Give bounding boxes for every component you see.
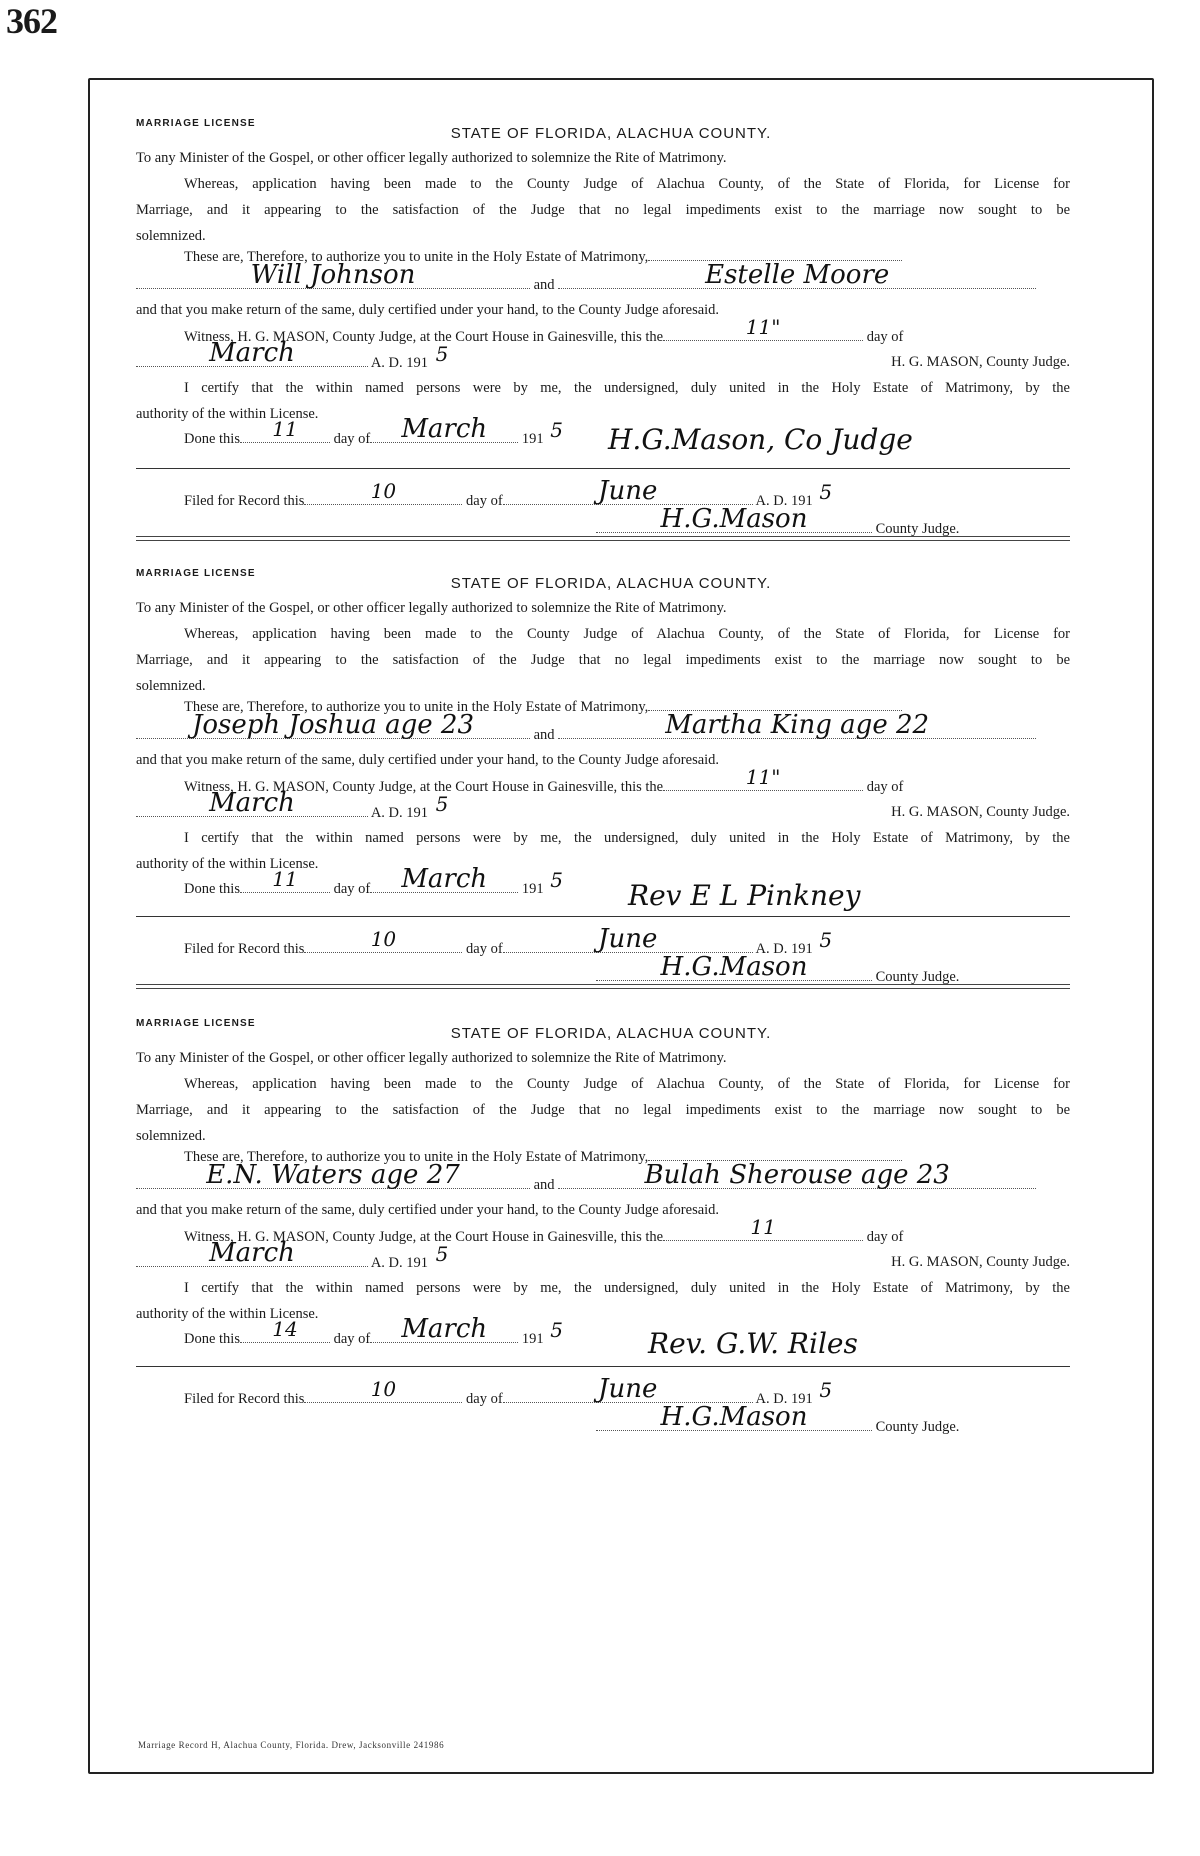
signature-rule [136,1366,1070,1367]
state-heading: STATE OF FLORIDA, ALACHUA COUNTY. [450,575,772,592]
address-line: To any Minister of the Gospel, or other officer legally authorized to solemnize the Rite of Matrimony. [136,600,727,616]
parties-line [136,1160,1070,1199]
year-prefix: 191 [521,1331,544,1347]
filed-day: 10 [370,479,397,503]
day-of-label: day of [866,329,904,345]
whereas-line-3: solemnized. [136,678,206,694]
certify-line-2: authority of the within License. [136,1306,319,1322]
ad-label: A. D. 191 [370,1255,429,1271]
certify-line-1: I certify that the within named persons were by me, the undersigned, duly united in the Holy Estate of Matrimony, by the [184,380,1070,396]
done-month: March [401,1314,488,1344]
day-of-label: day of [866,779,904,795]
groom-name: E.N. Waters age 27 [206,1160,460,1190]
state-heading: STATE OF FLORIDA, ALACHUA COUNTY. [450,1025,772,1042]
filed-month: June [598,1374,658,1404]
license-title: MARRIAGE LICENSE [136,568,256,579]
whereas-line-1: Whereas, application having been made to the County Judge of Alachua County, of the State of Florida, for License for [184,1076,1070,1092]
done-day: 11 [272,417,298,441]
done-line [184,864,1070,903]
witness-date-line [136,338,1070,377]
license-title: MARRIAGE LICENSE [136,118,256,129]
address-line: To any Minister of the Gospel, or other officer legally authorized to solemnize the Rite of Matrimony. [136,150,727,166]
day-of-label: day of [866,1229,904,1245]
county-judge-label: County Judge. [875,521,960,537]
signature-rule [136,468,1070,469]
marriage-license-3 [136,1010,1070,1540]
filed-year: 5 [819,480,833,504]
filed-month: June [598,476,658,506]
done-line [184,1314,1070,1353]
day-of-label: day of [333,881,371,897]
therefore-text: These are, Therefore, to authorize you to unite in the Holy Estate of Matrimony, [184,699,649,715]
ad-label: A. D. 191 [755,1391,813,1407]
done-year: 5 [550,1318,563,1342]
witness-year: 5 [435,1242,449,1266]
county-judge-label: County Judge. [875,1419,960,1435]
judge-signature-label: H. G. MASON, County Judge. [891,1254,1070,1270]
officiant-signature: Rev. G.W. Riles [648,1327,858,1360]
groom-name: Will Johnson [250,260,416,290]
whereas-line-3: solemnized. [136,1128,206,1144]
bride-name: Estelle Moore [705,260,890,290]
witness-month: March [209,338,295,368]
done-day: 11 [272,867,298,891]
state-heading: STATE OF FLORIDA, ALACHUA COUNTY. [450,125,772,142]
address-line: To any Minister of the Gospel, or other officer legally authorized to solemnize the Rite of Matrimony. [136,1050,727,1066]
return-line: and that you make return of the same, duly certified under your hand, to the County Judge aforesaid. [136,1202,720,1218]
witness-month: March [209,788,295,818]
filed-by-line [596,1402,1070,1441]
and-label: and [533,277,555,293]
parties-line [136,710,1070,749]
day-of-label: day of [466,941,503,957]
license-title: MARRIAGE LICENSE [136,1018,256,1029]
return-line: and that you make return of the same, duly certified under your hand, to the County Judge aforesaid. [136,752,720,768]
whereas-line-2: Marriage, and it appearing to the satisfaction of the Judge that no legal impediments exist to the marriage now sought to be [136,652,1070,668]
whereas-line-1: Whereas, application having been made to the County Judge of Alachua County, of the State of Florida, for License for [184,626,1070,642]
parties-line [136,260,1070,299]
section-divider [136,536,1070,541]
ad-label: A. D. 191 [755,941,813,957]
done-month: March [401,414,488,444]
witness-day: 11" [745,765,781,789]
done-this-label: Done this [184,1331,240,1347]
done-year: 5 [550,418,563,442]
witness-month: March [209,1238,295,1268]
judge-signature-label: H. G. MASON, County Judge. [891,804,1070,820]
judge-signature-label: H. G. MASON, County Judge. [891,354,1070,370]
filed-year: 5 [819,928,833,952]
certify-line-1: I certify that the within named persons were by me, the undersigned, duly united in the Holy Estate of Matrimony, by the [184,830,1070,846]
bride-name: Martha King age 22 [665,710,930,740]
filed-day: 10 [370,927,397,951]
filed-day: 10 [370,1377,397,1401]
county-judge-label: County Judge. [875,969,960,985]
witness-text: Witness, H. G. MASON, County Judge, at the Court House in Gainesville, this the [184,779,664,795]
filed-label: Filed for Record this [184,493,305,509]
witness-date-line [136,1238,1070,1277]
done-day: 14 [272,1317,298,1341]
return-line: and that you make return of the same, duly certified under your hand, to the County Judge aforesaid. [136,302,720,318]
section-divider [136,984,1070,989]
signature-rule [136,916,1070,917]
officiant-signature: Rev E L Pinkney [628,879,861,912]
day-of-label: day of [466,1391,503,1407]
ad-label: A. D. 191 [755,493,813,509]
witness-date-line [136,788,1070,827]
day-of-label: day of [333,431,371,447]
footer-imprint: Marriage Record H, Alachua County, Florida. Drew, Jacksonville 241986 [138,1740,445,1750]
ad-label: A. D. 191 [370,355,429,371]
done-this-label: Done this [184,431,240,447]
day-of-label: day of [466,493,503,509]
therefore-text: These are, Therefore, to authorize you to unite in the Holy Estate of Matrimony, [184,1149,649,1165]
whereas-line-2: Marriage, and it appearing to the satisfaction of the Judge that no legal impediments exist to the marriage now sought to be [136,1102,1070,1118]
whereas-line-3: solemnized. [136,228,206,244]
done-month: March [401,864,488,894]
certify-line-1: I certify that the within named persons were by me, the undersigned, duly united in the Holy Estate of Matrimony, by the [184,1280,1070,1296]
filed-by-signature: H.G.Mason [660,504,808,534]
bride-name: Bulah Sherouse age 23 [644,1160,950,1190]
groom-name: Joseph Joshua age 23 [191,710,474,740]
certify-line-2: authority of the within License. [136,406,319,422]
year-prefix: 191 [521,431,544,447]
filed-by-signature: H.G.Mason [660,952,808,982]
whereas-line-2: Marriage, and it appearing to the satisfaction of the Judge that no legal impediments exist to the marriage now sought to be [136,202,1070,218]
officiant-signature: H.G.Mason, Co Judge [608,423,913,456]
filed-year: 5 [819,1378,833,1402]
ad-label: A. D. 191 [370,805,429,821]
filed-by-signature: H.G.Mason [660,1402,808,1432]
page-number: 362 [6,1,57,41]
and-label: and [533,1177,555,1193]
witness-text: Witness, H. G. MASON, County Judge, at the Court House in Gainesville, this the [184,1229,664,1245]
filed-label: Filed for Record this [184,1391,305,1407]
witness-year: 5 [435,792,449,816]
whereas-line-1: Whereas, application having been made to the County Judge of Alachua County, of the State of Florida, for License for [184,176,1070,192]
certify-line-2: authority of the within License. [136,856,319,872]
filed-month: June [598,924,658,954]
done-this-label: Done this [184,881,240,897]
witness-text: Witness, H. G. MASON, County Judge, at the Court House in Gainesville, this the [184,329,664,345]
therefore-text: These are, Therefore, to authorize you to unite in the Holy Estate of Matrimony, [184,249,649,265]
day-of-label: day of [333,1331,371,1347]
filed-label: Filed for Record this [184,941,305,957]
witness-day: 11 [750,1215,776,1239]
done-year: 5 [550,868,563,892]
and-label: and [533,727,555,743]
year-prefix: 191 [521,881,544,897]
witness-day: 11" [745,315,781,339]
witness-year: 5 [435,342,449,366]
